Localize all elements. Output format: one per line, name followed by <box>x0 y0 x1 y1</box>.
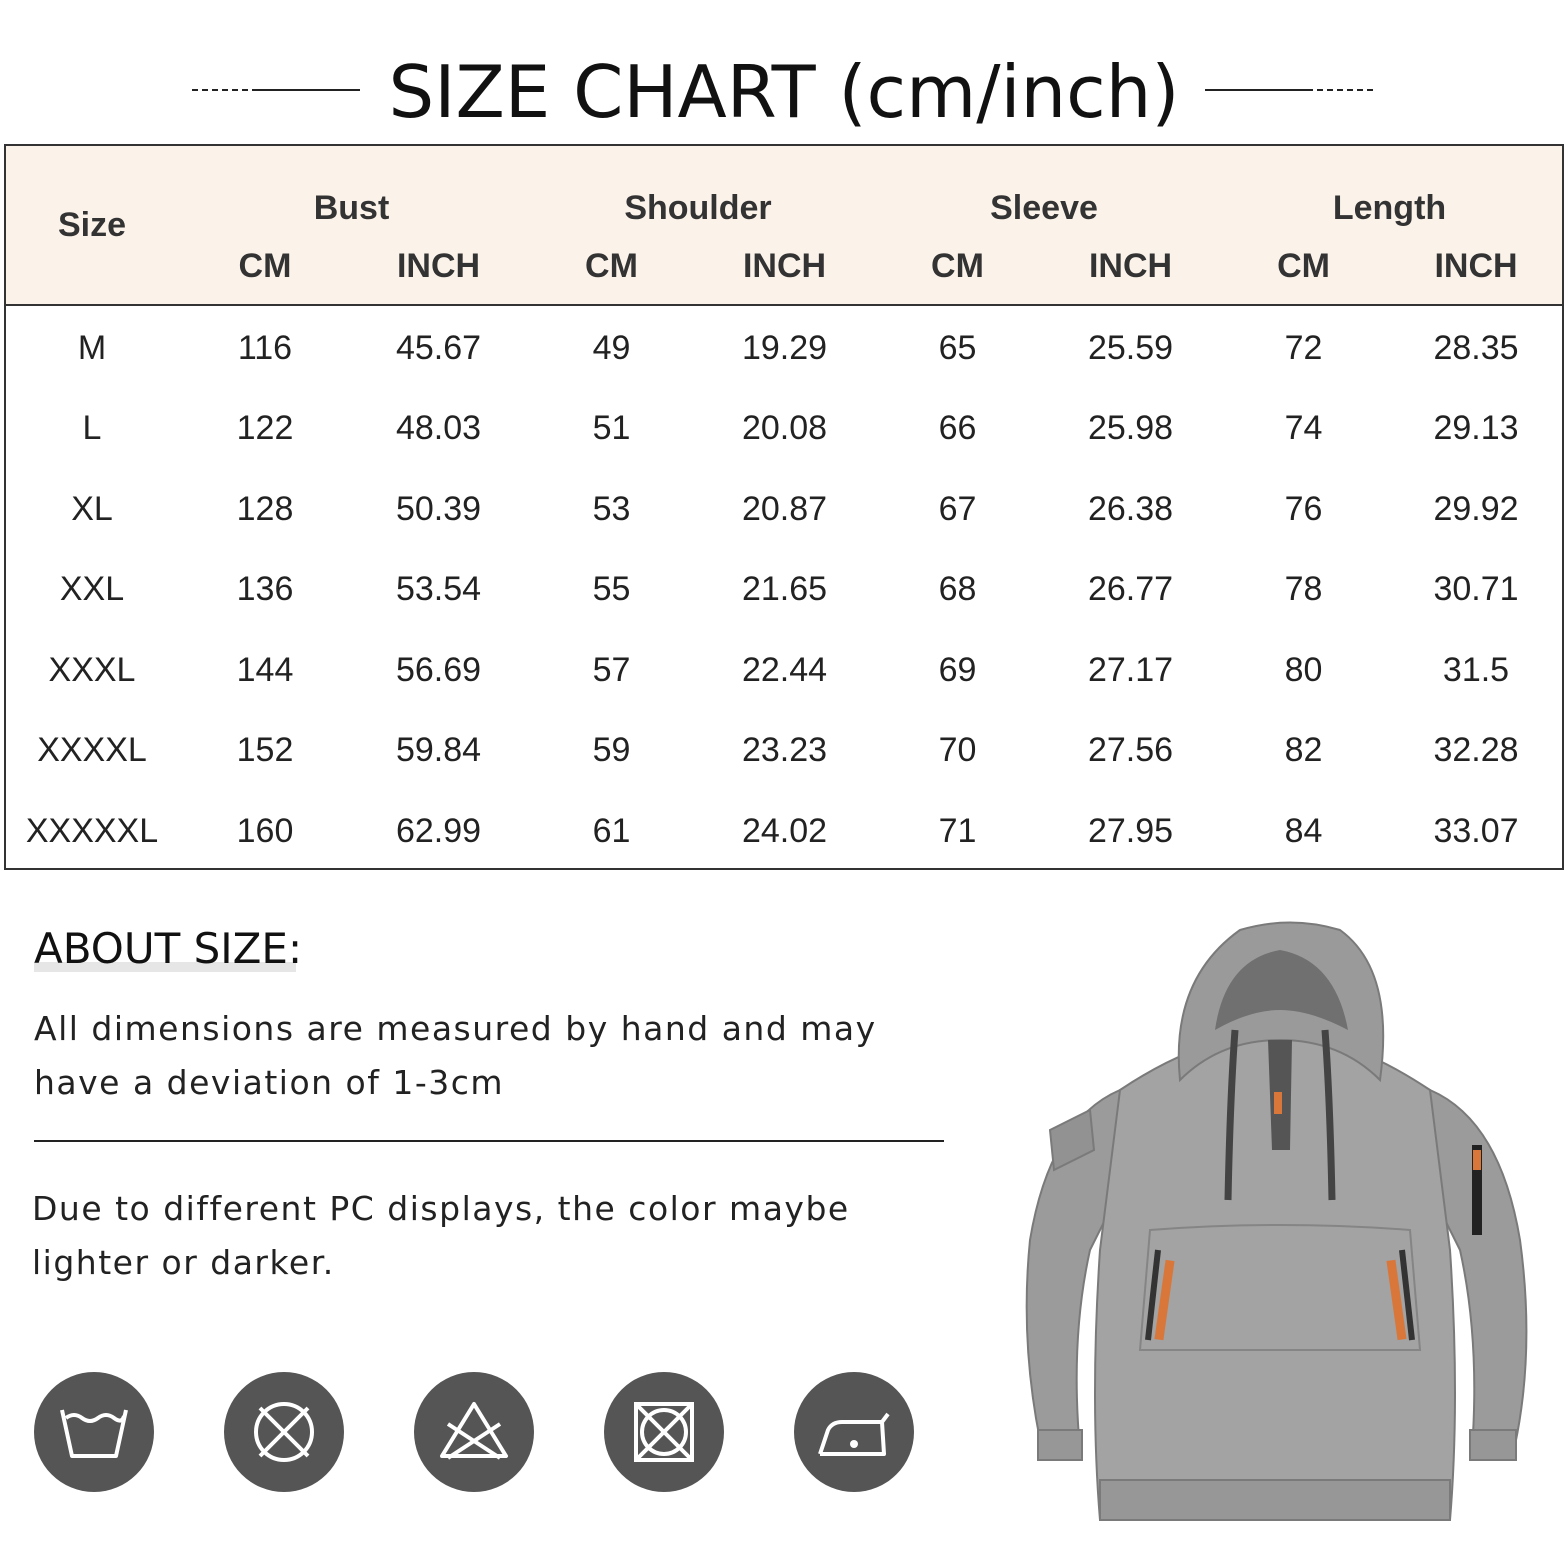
size-cell: L <box>82 409 102 448</box>
measurement-cell: 62.99 <box>395 811 482 850</box>
table-row <box>6 550 1562 631</box>
measurement-cell: 53.54 <box>395 570 482 609</box>
header-sleeve: Sleeve <box>990 189 1098 227</box>
measurement-cell: 66 <box>938 409 977 448</box>
measurement-cell: 26.38 <box>1087 489 1174 528</box>
measurement-cell: 25.59 <box>1087 328 1174 367</box>
size-cell: XXL <box>59 570 125 609</box>
measurement-cell: 26.77 <box>1087 570 1174 609</box>
measurement-cell: 69 <box>938 650 977 689</box>
measurement-cell: 65 <box>938 328 977 367</box>
measurement-cell: 27.17 <box>1087 650 1174 689</box>
table-body <box>6 304 1562 872</box>
measurement-cell: 122 <box>236 409 294 448</box>
measurement-cell: 59 <box>592 731 631 770</box>
measurement-cell: 27.56 <box>1087 731 1174 770</box>
measurement-cell: 56.69 <box>395 650 482 689</box>
size-cell: XXXXXL <box>25 811 159 850</box>
header-shoulder: Shoulder <box>624 189 772 227</box>
do-not-bleach-icon <box>414 1372 534 1492</box>
unit-header: INCH <box>396 246 481 285</box>
hand-wash-icon <box>34 1372 154 1492</box>
measurement-cell: 51 <box>592 409 631 448</box>
measurement-cell: 28.35 <box>1433 328 1519 367</box>
page-title: SIZE CHART (cm/inch) <box>388 50 1180 134</box>
measurement-cell: 152 <box>236 731 294 770</box>
measurement-cell: 76 <box>1284 489 1323 528</box>
size-cell: XXXL <box>48 650 136 689</box>
title-row <box>0 40 1568 140</box>
size-cell: XL <box>71 489 113 528</box>
measurement-cell: 50.39 <box>395 489 482 528</box>
measurement-cell: 27.95 <box>1087 811 1174 850</box>
size-cell: M <box>77 328 107 367</box>
measurement-cell: 70 <box>938 731 977 770</box>
header-length: Length <box>1332 189 1447 227</box>
measurement-cell: 82 <box>1284 731 1323 770</box>
unit-header: INCH <box>742 246 827 285</box>
unit-header: INCH <box>1088 246 1173 285</box>
color-note: Due to different PC displays, the color maybe lighter or darker. <box>32 1189 850 1282</box>
measurement-cell: 74 <box>1284 409 1323 448</box>
measurement-cell: 30.71 <box>1433 570 1519 609</box>
measurement-cell: 116 <box>237 328 293 367</box>
table-row <box>6 630 1562 711</box>
measurement-cell: 25.98 <box>1087 409 1174 448</box>
measurement-cell: 84 <box>1284 811 1323 850</box>
measurement-cell: 61 <box>592 811 631 850</box>
table-row <box>6 389 1562 470</box>
do-not-tumble-dry-icon <box>604 1372 724 1492</box>
measurement-cell: 67 <box>938 489 977 528</box>
measurement-note: All dimensions are measured by hand and may have a deviation of 1-3cm <box>34 1009 877 1102</box>
measurement-cell: 160 <box>236 811 294 850</box>
measurement-cell: 80 <box>1284 650 1323 689</box>
measurement-cell: 78 <box>1284 570 1323 609</box>
table-row <box>6 304 1562 389</box>
measurement-cell: 21.65 <box>741 570 828 609</box>
unit-header: CM <box>1277 246 1330 285</box>
table-row <box>6 791 1562 872</box>
header-size: Size <box>57 205 127 244</box>
measurement-cell: 20.87 <box>741 489 828 528</box>
measurement-cell: 45.67 <box>395 328 482 367</box>
unit-header: CM <box>238 246 292 285</box>
measurement-cell: 24.02 <box>741 811 828 850</box>
size-chart-table <box>4 144 1564 870</box>
table-row <box>6 711 1562 792</box>
measurement-cell: 55 <box>592 570 631 609</box>
measurement-cell: 53 <box>592 489 631 528</box>
measurement-cell: 29.92 <box>1433 489 1519 528</box>
measurement-cell: 144 <box>236 650 294 689</box>
measurement-cell: 19.29 <box>741 328 828 367</box>
measurement-cell: 72 <box>1284 328 1323 367</box>
measurement-cell: 20.08 <box>741 409 828 448</box>
header-bust: Bust <box>313 189 390 227</box>
measurement-cell: 136 <box>236 570 294 609</box>
measurement-cell: 48.03 <box>395 409 482 448</box>
iron-low-icon <box>794 1372 914 1492</box>
measurement-cell: 68 <box>938 570 977 609</box>
unit-header: CM <box>585 246 638 285</box>
measurement-cell: 128 <box>236 489 294 528</box>
unit-header: INCH <box>1434 246 1518 285</box>
measurement-cell: 71 <box>938 811 977 850</box>
unit-header: CM <box>931 246 984 285</box>
measurement-cell: 22.44 <box>741 650 828 689</box>
size-table <box>6 146 1562 872</box>
measurement-cell: 31.5 <box>1442 650 1510 689</box>
title-decoration-right <box>1205 89 1373 91</box>
measurement-cell: 32.28 <box>1433 731 1519 770</box>
hoodie-product-image <box>1010 920 1540 1540</box>
measurement-cell: 29.13 <box>1433 409 1519 448</box>
table-row <box>6 469 1562 550</box>
measurement-cell: 49 <box>592 328 631 367</box>
divider <box>34 1140 944 1142</box>
about-size-heading: ABOUT SIZE: <box>34 924 303 973</box>
measurement-cell: 59.84 <box>395 731 482 770</box>
measurement-cell: 33.07 <box>1433 811 1519 850</box>
measurement-cell: 57 <box>592 650 631 689</box>
measurement-cell: 23.23 <box>741 731 828 770</box>
do-not-dry-clean-icon <box>224 1372 344 1492</box>
size-cell: XXXXL <box>37 731 147 770</box>
